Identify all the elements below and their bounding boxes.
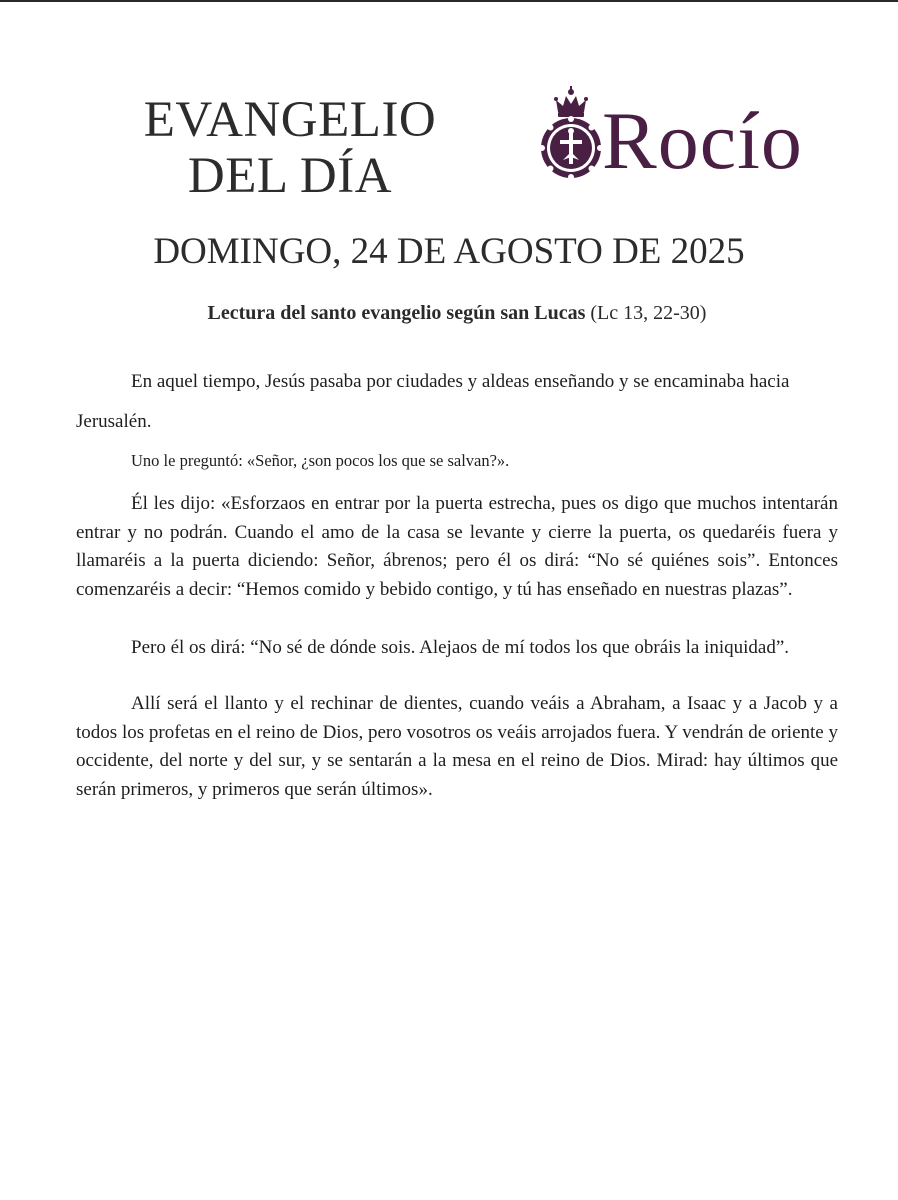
brand-name: Rocío bbox=[602, 95, 803, 186]
brand-logo bbox=[536, 86, 866, 196]
title-line-1: EVANGELIO bbox=[143, 92, 437, 148]
gospel-paragraph: Allí será el llanto y el rechinar de dientes, cuando veáis a Abraham, a Isaac y a Jacob y a todos los profetas en el reino de Dios, pero vosotros os veáis arrojados fuera. Y vendrán de oriente y occidente, del norte y del sur, y se sentarán a la mesa en el reino de Dios. Mirad: hay últimos que serán primeros, y primeros que serán últimos». bbox=[76, 693, 838, 800]
reading-intro: Lectura del santo evangelio según san Lucas bbox=[207, 302, 586, 324]
date-heading: DOMINGO, 24 DE AGOSTO DE 2025 bbox=[153, 231, 745, 272]
bible-citation: (Lc 13, 22-30) bbox=[590, 302, 707, 324]
reading-reference bbox=[0, 302, 898, 325]
title-line-2: DEL DÍA bbox=[187, 148, 393, 204]
gospel-paragraph: Él les dijo: «Esforzaos en entrar por la puerta estrecha, pues os digo que muchos intentarán entrar y no podrán. Cuando el amo de la casa se levante y cierre la puerta, os quedaréis fuera y llamaréis a la puerta diciendo: Señor, ábrenos; pero él os dirá: “No sé quiénes sois”. Entonces comenzaréis a decir: “Hemos comido y bebido contigo, y tú has enseñado en nuestras plazas”. bbox=[76, 493, 838, 600]
crowned-medallion-icon bbox=[536, 86, 606, 186]
gospel-paragraph: En aquel tiempo, Jesús pasaba por ciudades y aldeas enseñando y se encaminaba hacia Jerusalén. bbox=[76, 371, 790, 432]
page-title bbox=[120, 92, 460, 204]
gospel-paragraph: Uno le preguntó: «Señor, ¿son pocos los que se salvan?». bbox=[131, 451, 510, 470]
gospel-paragraph: Pero él os dirá: “No sé de dónde sois. Alejaos de mí todos los que obráis la iniquidad”. bbox=[131, 637, 790, 658]
top-border bbox=[0, 0, 898, 2]
